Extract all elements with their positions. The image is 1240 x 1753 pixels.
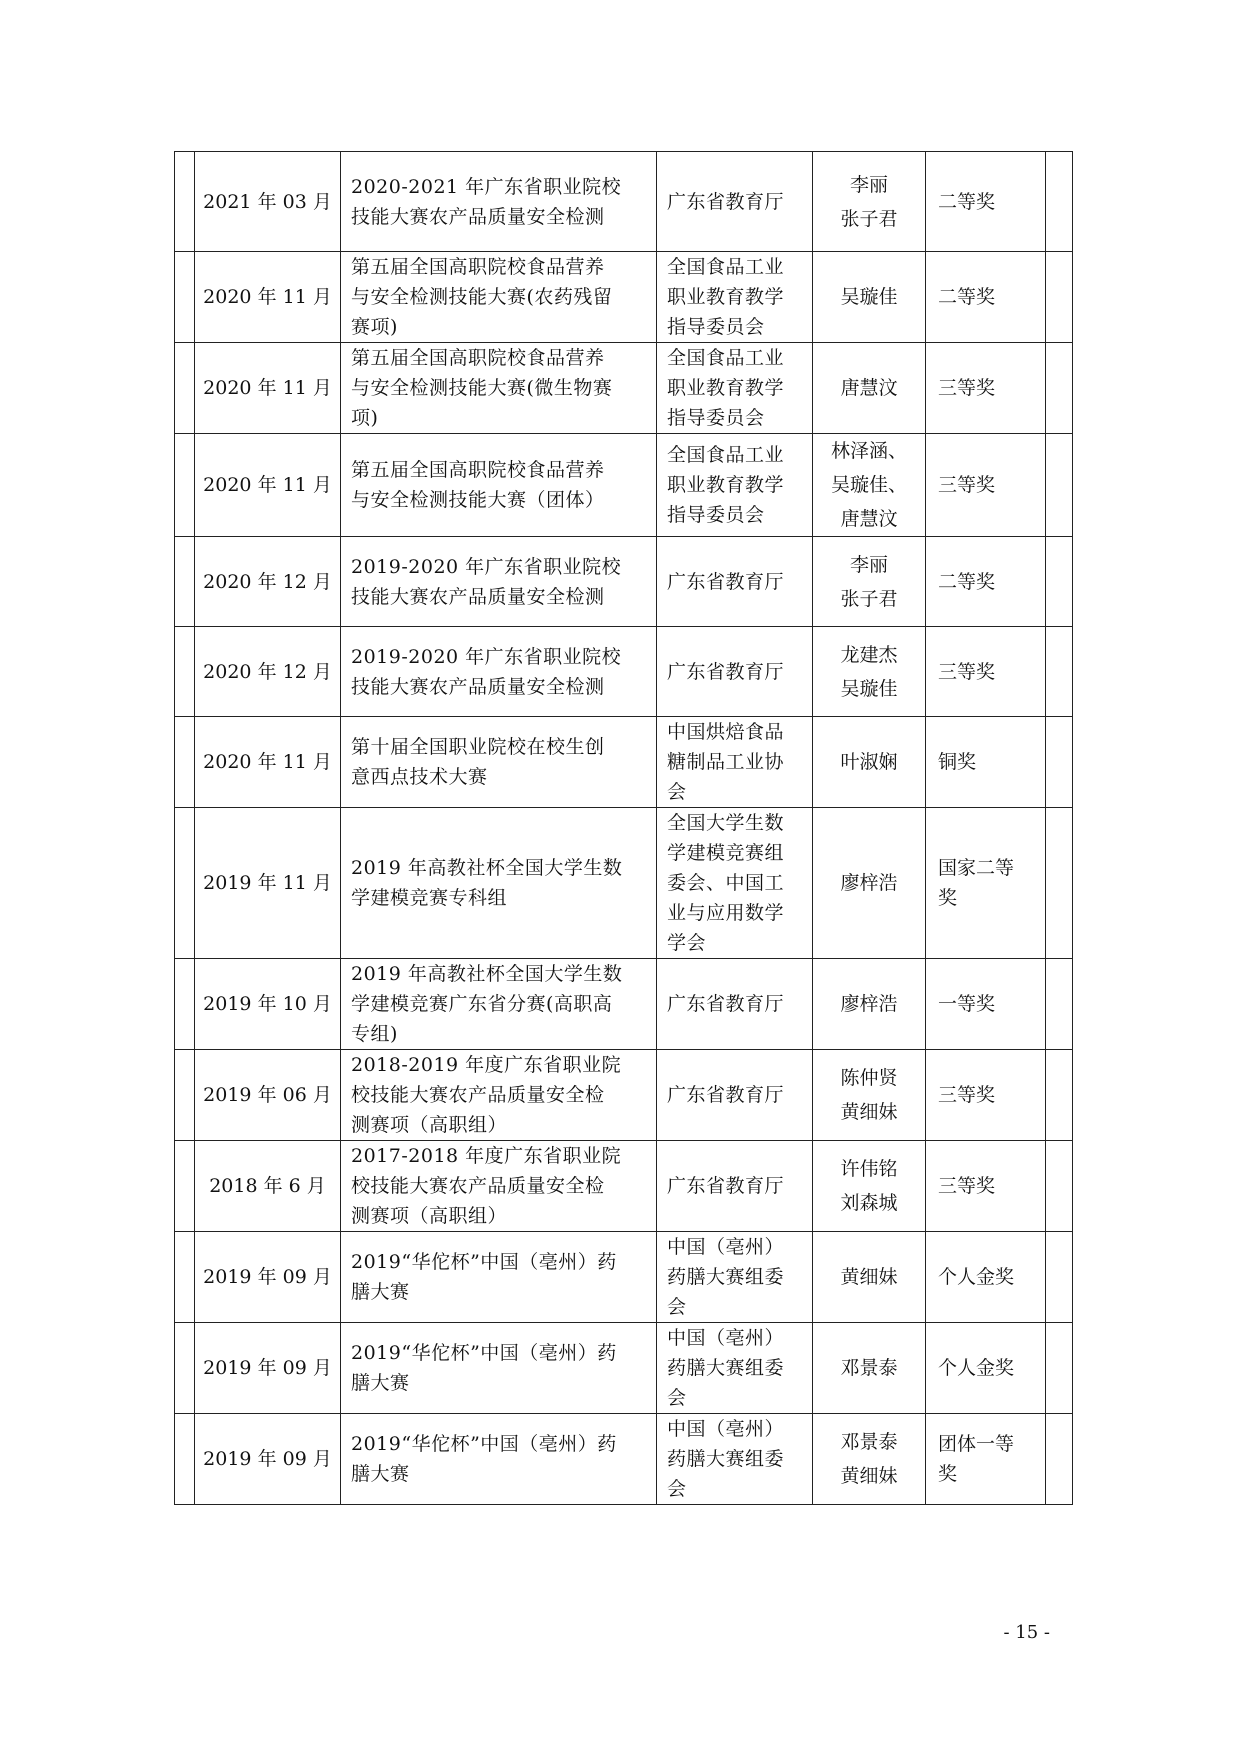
right-edge-cell — [1046, 537, 1073, 627]
date-cell: 2020 年 12 月 — [195, 537, 341, 627]
date-cell: 2021 年 03 月 — [195, 152, 341, 252]
table-row — [175, 537, 1073, 627]
prize-cell — [926, 252, 1046, 343]
table-row — [175, 1232, 1073, 1323]
organizer-cell-line: 中国（亳州） — [667, 1236, 785, 1258]
prize-cell-line: 一等奖 — [938, 993, 996, 1015]
prize-cell — [926, 1232, 1046, 1323]
left-edge-cell — [175, 1050, 195, 1141]
date-cell: 2020 年 12 月 — [195, 627, 341, 717]
prize-cell-line: 二等奖 — [938, 286, 996, 308]
right-edge-cell — [1046, 808, 1073, 959]
winner-cell — [813, 252, 926, 343]
competition-cell-line: 膳大赛 — [351, 1372, 410, 1394]
winner-cell — [813, 717, 926, 808]
competition-cell-line: 与安全检测技能大赛(农药残留 — [351, 286, 613, 308]
prize-cell-line: 个人金奖 — [938, 1266, 1015, 1288]
right-edge-cell — [1046, 152, 1073, 252]
date-cell: 2019 年 10 月 — [195, 959, 341, 1050]
date-cell: 2020 年 11 月 — [195, 717, 341, 808]
right-edge-cell — [1046, 434, 1073, 537]
prize-cell-line: 个人金奖 — [938, 1357, 1015, 1379]
date-cell: 2018 年 6 月 — [195, 1141, 341, 1232]
winner-cell — [813, 627, 926, 717]
left-edge-cell — [175, 808, 195, 959]
winner-cell — [813, 959, 926, 1050]
prize-cell — [926, 152, 1046, 252]
organizer-cell-line: 药膳大赛组委 — [667, 1448, 785, 1470]
organizer-cell-line: 中国（亳州） — [667, 1418, 785, 1440]
winner-cell-line: 刘森城 — [840, 1192, 898, 1214]
winner-cell-line: 吴璇佳 — [840, 677, 898, 700]
prize-cell-line: 二等奖 — [938, 190, 996, 213]
prize-cell — [926, 1414, 1046, 1505]
organizer-cell — [657, 1232, 813, 1323]
winner-cell-line: 李丽 — [849, 173, 888, 196]
winner-cell-line: 邓景泰 — [840, 1357, 898, 1379]
organizer-cell-line: 会 — [667, 1296, 687, 1318]
right-edge-cell — [1046, 1323, 1073, 1414]
left-edge-cell — [175, 1232, 195, 1323]
right-edge-cell — [1046, 627, 1073, 717]
table-row — [175, 343, 1073, 434]
prize-cell-line: 三等奖 — [938, 660, 996, 683]
organizer-cell-line: 学会 — [667, 932, 707, 954]
competition-cell-line: 膳大赛 — [351, 1281, 410, 1303]
competition-cell-line: 2019-2020 年广东省职业院校 — [351, 645, 622, 668]
winner-cell-line: 林泽涵、 — [830, 440, 907, 462]
competition-cell — [341, 717, 657, 808]
competition-cell-line: 校技能大赛农产品质量安全检 — [351, 1175, 605, 1197]
competition-cell-line: 意西点技术大赛 — [351, 766, 488, 788]
organizer-cell-line: 药膳大赛组委 — [667, 1357, 785, 1379]
winner-cell — [813, 152, 926, 252]
organizer-cell — [657, 1141, 813, 1232]
competition-cell-line: 第五届全国高职院校食品营养 — [351, 459, 605, 481]
winner-cell — [813, 1414, 926, 1505]
date-cell: 2019 年 06 月 — [195, 1050, 341, 1141]
competition-cell — [341, 252, 657, 343]
winner-cell-line: 李丽 — [849, 553, 888, 576]
organizer-cell — [657, 808, 813, 959]
competition-cell-line: 第五届全国高职院校食品营养 — [351, 256, 605, 278]
competition-cell — [341, 808, 657, 959]
organizer-cell-line: 全国食品工业 — [667, 444, 785, 466]
winner-cell — [813, 808, 926, 959]
organizer-cell-line: 全国食品工业 — [667, 256, 785, 278]
table-row — [175, 1141, 1073, 1232]
left-edge-cell — [175, 252, 195, 343]
organizer-cell — [657, 343, 813, 434]
left-edge-cell — [175, 343, 195, 434]
organizer-cell-line: 会 — [667, 1387, 687, 1409]
prize-cell-line: 奖 — [938, 887, 958, 909]
prize-cell — [926, 717, 1046, 808]
date-cell: 2019 年 11 月 — [195, 808, 341, 959]
date-cell: 2020 年 11 月 — [195, 252, 341, 343]
organizer-cell-line: 全国大学生数 — [667, 812, 785, 834]
competition-cell-line: 2018-2019 年度广东省职业院 — [351, 1054, 622, 1076]
organizer-cell — [657, 717, 813, 808]
prize-cell-line: 团体一等 — [938, 1433, 1015, 1455]
organizer-cell — [657, 252, 813, 343]
competition-cell-line: 2019“华佗杯”中国（亳州）药 — [351, 1342, 617, 1364]
organizer-cell-line: 广东省教育厅 — [667, 190, 785, 213]
prize-cell — [926, 627, 1046, 717]
prize-cell-line: 三等奖 — [938, 474, 996, 496]
table-row — [175, 434, 1073, 537]
competition-cell-line: 与安全检测技能大赛（团体） — [351, 489, 605, 511]
competition-cell-line: 2019-2020 年广东省职业院校 — [351, 555, 622, 578]
left-edge-cell — [175, 627, 195, 717]
organizer-cell-line: 职业教育教学 — [667, 474, 785, 496]
prize-cell — [926, 1323, 1046, 1414]
organizer-cell-line: 会 — [667, 1478, 687, 1500]
winner-cell-line: 唐慧汶 — [840, 508, 898, 530]
organizer-cell — [657, 627, 813, 717]
awards-table — [174, 151, 1073, 1505]
prize-cell — [926, 537, 1046, 627]
competition-cell — [341, 537, 657, 627]
left-edge-cell — [175, 1414, 195, 1505]
organizer-cell-line: 糖制品工业协 — [667, 751, 785, 773]
table-row — [175, 252, 1073, 343]
table-row — [175, 808, 1073, 959]
competition-cell-line: 技能大赛农产品质量安全检测 — [351, 205, 605, 228]
competition-cell-line: 专组) — [351, 1023, 398, 1045]
organizer-cell — [657, 1414, 813, 1505]
winner-cell — [813, 537, 926, 627]
right-edge-cell — [1046, 1141, 1073, 1232]
competition-cell-line: 学建模竞赛专科组 — [351, 887, 508, 909]
table-row — [175, 152, 1073, 252]
organizer-cell-line: 会 — [667, 781, 687, 803]
competition-cell — [341, 1414, 657, 1505]
organizer-cell — [657, 434, 813, 537]
winner-cell-line: 龙建杰 — [840, 643, 898, 666]
competition-cell-line: 技能大赛农产品质量安全检测 — [351, 675, 605, 698]
table-row — [175, 1323, 1073, 1414]
organizer-cell-line: 职业教育教学 — [667, 377, 785, 399]
left-edge-cell — [175, 1141, 195, 1232]
prize-cell — [926, 1141, 1046, 1232]
organizer-cell — [657, 1323, 813, 1414]
organizer-cell-line: 职业教育教学 — [667, 286, 785, 308]
organizer-cell-line: 指导委员会 — [667, 504, 765, 526]
organizer-cell-line: 委会、中国工 — [667, 872, 785, 894]
organizer-cell-line: 广东省教育厅 — [667, 660, 785, 683]
date-cell: 2019 年 09 月 — [195, 1323, 341, 1414]
prize-cell-line: 国家二等 — [938, 857, 1015, 879]
competition-cell-line: 赛项) — [351, 316, 398, 338]
competition-cell-line: 测赛项（高职组） — [351, 1205, 508, 1227]
winner-cell-line: 吴璇佳 — [840, 286, 898, 308]
date-cell: 2019 年 09 月 — [195, 1414, 341, 1505]
organizer-cell-line: 中国（亳州） — [667, 1327, 785, 1349]
awards-table-body — [175, 152, 1073, 1505]
organizer-cell-line: 广东省教育厅 — [667, 993, 785, 1015]
right-edge-cell — [1046, 717, 1073, 808]
table-row — [175, 1414, 1073, 1505]
prize-cell — [926, 434, 1046, 537]
competition-cell-line: 项) — [351, 407, 379, 429]
competition-cell-line: 2019 年高教社杯全国大学生数 — [351, 963, 623, 985]
page-number: - 15 - — [1003, 1622, 1050, 1643]
competition-cell-line: 2019“华佗杯”中国（亳州）药 — [351, 1433, 617, 1455]
competition-cell — [341, 959, 657, 1050]
right-edge-cell — [1046, 1050, 1073, 1141]
winner-cell — [813, 343, 926, 434]
prize-cell — [926, 959, 1046, 1050]
organizer-cell — [657, 537, 813, 627]
winner-cell-line: 唐慧汶 — [840, 377, 898, 399]
organizer-cell-line: 广东省教育厅 — [667, 1084, 785, 1106]
winner-cell — [813, 434, 926, 537]
winner-cell — [813, 1232, 926, 1323]
winner-cell-line: 廖梓浩 — [840, 872, 898, 894]
competition-cell-line: 2020-2021 年广东省职业院校 — [351, 175, 622, 198]
competition-cell — [341, 343, 657, 434]
organizer-cell-line: 指导委员会 — [667, 316, 765, 338]
organizer-cell — [657, 959, 813, 1050]
prize-cell — [926, 343, 1046, 434]
right-edge-cell — [1046, 959, 1073, 1050]
table-row — [175, 627, 1073, 717]
date-cell: 2020 年 11 月 — [195, 343, 341, 434]
competition-cell-line: 与安全检测技能大赛(微生物赛 — [351, 377, 613, 399]
table-row — [175, 959, 1073, 1050]
organizer-cell-line: 中国烘焙食品 — [667, 721, 785, 743]
prize-cell-line: 铜奖 — [938, 751, 977, 773]
prize-cell-line: 三等奖 — [938, 1084, 996, 1106]
organizer-cell-line: 指导委员会 — [667, 407, 765, 429]
winner-cell — [813, 1323, 926, 1414]
winner-cell-line: 黄细妹 — [840, 1465, 898, 1487]
organizer-cell-line: 全国食品工业 — [667, 347, 785, 369]
competition-cell-line: 测赛项（高职组） — [351, 1114, 508, 1136]
competition-cell — [341, 1323, 657, 1414]
right-edge-cell — [1046, 1232, 1073, 1323]
winner-cell — [813, 1141, 926, 1232]
prize-cell-line: 二等奖 — [938, 570, 996, 593]
date-cell: 2019 年 09 月 — [195, 1232, 341, 1323]
left-edge-cell — [175, 1323, 195, 1414]
competition-cell — [341, 1232, 657, 1323]
table-row — [175, 1050, 1073, 1141]
organizer-cell — [657, 1050, 813, 1141]
organizer-cell-line: 广东省教育厅 — [667, 570, 785, 593]
winner-cell-line: 陈仲贤 — [840, 1067, 898, 1089]
organizer-cell-line: 广东省教育厅 — [667, 1175, 785, 1197]
organizer-cell-line: 学建模竞赛组 — [667, 842, 785, 864]
prize-cell — [926, 808, 1046, 959]
competition-cell — [341, 1050, 657, 1141]
winner-cell-line: 叶淑娴 — [840, 751, 898, 773]
winner-cell-line: 黄细妹 — [840, 1266, 898, 1288]
competition-cell-line: 2017-2018 年度广东省职业院 — [351, 1145, 622, 1167]
prize-cell — [926, 1050, 1046, 1141]
competition-cell-line: 膳大赛 — [351, 1463, 410, 1485]
winner-cell-line: 张子君 — [840, 207, 898, 230]
competition-cell-line: 2019“华佗杯”中国（亳州）药 — [351, 1251, 617, 1273]
table-row — [175, 717, 1073, 808]
winner-cell-line: 廖梓浩 — [840, 993, 898, 1015]
competition-cell — [341, 627, 657, 717]
competition-cell — [341, 152, 657, 252]
competition-cell-line: 技能大赛农产品质量安全检测 — [351, 585, 605, 608]
competition-cell-line: 第五届全国高职院校食品营养 — [351, 347, 605, 369]
organizer-cell-line: 业与应用数学 — [667, 902, 785, 924]
date-cell: 2020 年 11 月 — [195, 434, 341, 537]
left-edge-cell — [175, 537, 195, 627]
winner-cell-line: 吴璇佳、 — [830, 474, 907, 496]
winner-cell-line: 邓景泰 — [840, 1431, 898, 1453]
organizer-cell — [657, 152, 813, 252]
left-edge-cell — [175, 717, 195, 808]
winner-cell-line: 张子君 — [840, 587, 898, 610]
competition-cell — [341, 434, 657, 537]
right-edge-cell — [1046, 1414, 1073, 1505]
prize-cell-line: 三等奖 — [938, 1175, 996, 1197]
competition-cell-line: 校技能大赛农产品质量安全检 — [351, 1084, 605, 1106]
winner-cell-line: 许伟铭 — [840, 1158, 898, 1180]
winner-cell-line: 黄细妹 — [840, 1101, 898, 1123]
competition-cell-line: 2019 年高教社杯全国大学生数 — [351, 857, 623, 879]
left-edge-cell — [175, 152, 195, 252]
competition-cell-line: 学建模竞赛广东省分赛(高职高 — [351, 993, 613, 1015]
left-edge-cell — [175, 959, 195, 1050]
winner-cell — [813, 1050, 926, 1141]
competition-cell — [341, 1141, 657, 1232]
right-edge-cell — [1046, 252, 1073, 343]
prize-cell-line: 三等奖 — [938, 377, 996, 399]
right-edge-cell — [1046, 343, 1073, 434]
competition-cell-line: 第十届全国职业院校在校生创 — [351, 736, 605, 758]
left-edge-cell — [175, 434, 195, 537]
organizer-cell-line: 药膳大赛组委 — [667, 1266, 785, 1288]
prize-cell-line: 奖 — [938, 1463, 958, 1485]
